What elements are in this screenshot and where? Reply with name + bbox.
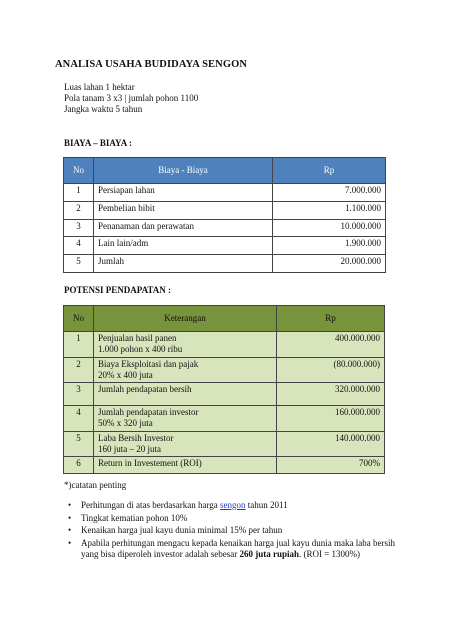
table-row xyxy=(64,184,386,202)
row-number: 1 xyxy=(64,184,94,202)
note-text: Apabila perhitungan mengacu kepada kenaikan harga jual kayu dunia maka laba bersih yang bisa diperoleh investor adalah sebesar xyxy=(81,537,395,559)
row-amount: 1.900.000 xyxy=(273,237,386,255)
note-text: . (ROI = 1300%) xyxy=(298,549,361,559)
info-planting-pattern: Pola tanam 3 x3 | jumlah pohon 1100 xyxy=(64,93,199,103)
table-row xyxy=(64,237,386,255)
note-text: Tingkat kematian pohon 10% xyxy=(81,512,188,523)
row-amount: 400.000.000 xyxy=(277,332,385,358)
table-row xyxy=(64,383,385,406)
row-desc-line2: 20% x 400 juta xyxy=(98,369,153,380)
list-item xyxy=(68,513,398,525)
costs-heading: BIAYA – BIAYA : xyxy=(64,138,132,148)
row-desc-line1: Laba Bersih Investor xyxy=(98,432,174,443)
row-number: 3 xyxy=(64,219,94,237)
row-description: Pembelian bibit xyxy=(94,201,273,219)
income-header-rp: Rp xyxy=(277,306,385,332)
row-number: 2 xyxy=(64,201,94,219)
row-amount: 140.000.000 xyxy=(277,431,385,457)
table-row-total xyxy=(64,255,386,273)
income-header-row xyxy=(64,306,385,332)
notes-list xyxy=(68,500,398,562)
note-text: Kenaikan harga jual kayu dunia minimal 15% per tahun xyxy=(81,525,283,535)
costs-header-rp: Rp xyxy=(273,158,386,184)
note-text: tahun 2011 xyxy=(245,500,288,510)
income-header-desc: Keterangan xyxy=(94,306,277,332)
row-amount: 10.000.000 xyxy=(273,219,386,237)
row-description: Penanaman dan perawatan xyxy=(94,219,273,237)
row-amount: 320.000.000 xyxy=(277,383,385,406)
row-number: 3 xyxy=(64,383,94,406)
costs-header-row xyxy=(64,158,386,184)
income-heading: POTENSI PENDAPATAN : xyxy=(64,285,172,295)
table-row xyxy=(64,357,385,383)
costs-header-desc: Biaya - Biaya xyxy=(94,158,273,184)
row-number: 5 xyxy=(64,255,94,273)
list-item xyxy=(68,538,398,561)
income-header-no: No xyxy=(64,306,94,332)
income-table xyxy=(63,305,385,474)
row-description xyxy=(94,383,277,406)
row-amount: (80.000.000) xyxy=(277,357,385,383)
row-description xyxy=(94,406,277,432)
row-description: Jumlah xyxy=(94,255,273,273)
bullet-icon: • xyxy=(68,512,72,523)
row-desc-line1: Return in Investement (ROI) xyxy=(98,458,202,468)
row-amount: 160.000.000 xyxy=(277,406,385,432)
row-number: 5 xyxy=(64,431,94,457)
list-item xyxy=(68,525,398,537)
info-land-area: Luas lahan 1 hektar xyxy=(64,82,135,92)
table-row xyxy=(64,457,385,474)
row-desc-line1: Jumlah pendapatan investor xyxy=(98,407,199,417)
row-desc-line2: 160 juta – 20 juta xyxy=(98,443,161,454)
bullet-icon: • xyxy=(68,500,72,510)
table-row xyxy=(64,431,385,457)
row-description xyxy=(94,357,277,383)
row-number: 4 xyxy=(64,406,94,432)
row-desc-line1: Penjualan hasil panen xyxy=(98,333,177,343)
info-duration: Jangka waktu 5 tahun xyxy=(64,104,143,114)
row-description: Lain lain/adm xyxy=(94,237,273,255)
costs-table xyxy=(63,157,386,273)
sengon-link[interactable]: sengon xyxy=(220,500,246,510)
row-number: 1 xyxy=(64,332,94,358)
row-description xyxy=(94,332,277,358)
row-desc-line2: 1.000 pohon x 400 ribu xyxy=(98,344,183,355)
note-emphasis: 260 juta rupiah xyxy=(239,549,299,559)
row-desc-line1: Jumlah pendapatan bersih xyxy=(98,384,192,394)
row-number: 4 xyxy=(64,237,94,255)
row-description xyxy=(94,457,277,474)
row-number: 2 xyxy=(64,357,94,383)
row-number: 6 xyxy=(64,457,94,474)
row-amount: 1.100.000 xyxy=(273,201,386,219)
table-row xyxy=(64,332,385,358)
document-title: ANALISA USAHA BUDIDAYA SENGON xyxy=(55,59,248,70)
project-info xyxy=(64,82,198,115)
bullet-icon: • xyxy=(68,537,72,548)
row-amount: 7.000.000 xyxy=(273,184,386,202)
row-description xyxy=(94,431,277,457)
costs-header-no: No xyxy=(64,158,94,184)
table-row xyxy=(64,219,386,237)
row-amount: 700% xyxy=(277,457,385,474)
list-item xyxy=(68,500,398,512)
row-desc-line2: 50% x 320 juta xyxy=(98,418,153,429)
table-row xyxy=(64,406,385,432)
note-text: Perhitungan di atas berdasarkan harga xyxy=(81,500,221,510)
table-row xyxy=(64,201,386,219)
row-description: Persiapan lahan xyxy=(94,184,273,202)
row-desc-line1: Biaya Eksploitasi dan pajak xyxy=(98,358,199,369)
row-amount: 20.000.000 xyxy=(273,255,386,273)
notes-heading: *)catatan penting xyxy=(64,480,127,490)
bullet-icon: • xyxy=(68,525,72,535)
